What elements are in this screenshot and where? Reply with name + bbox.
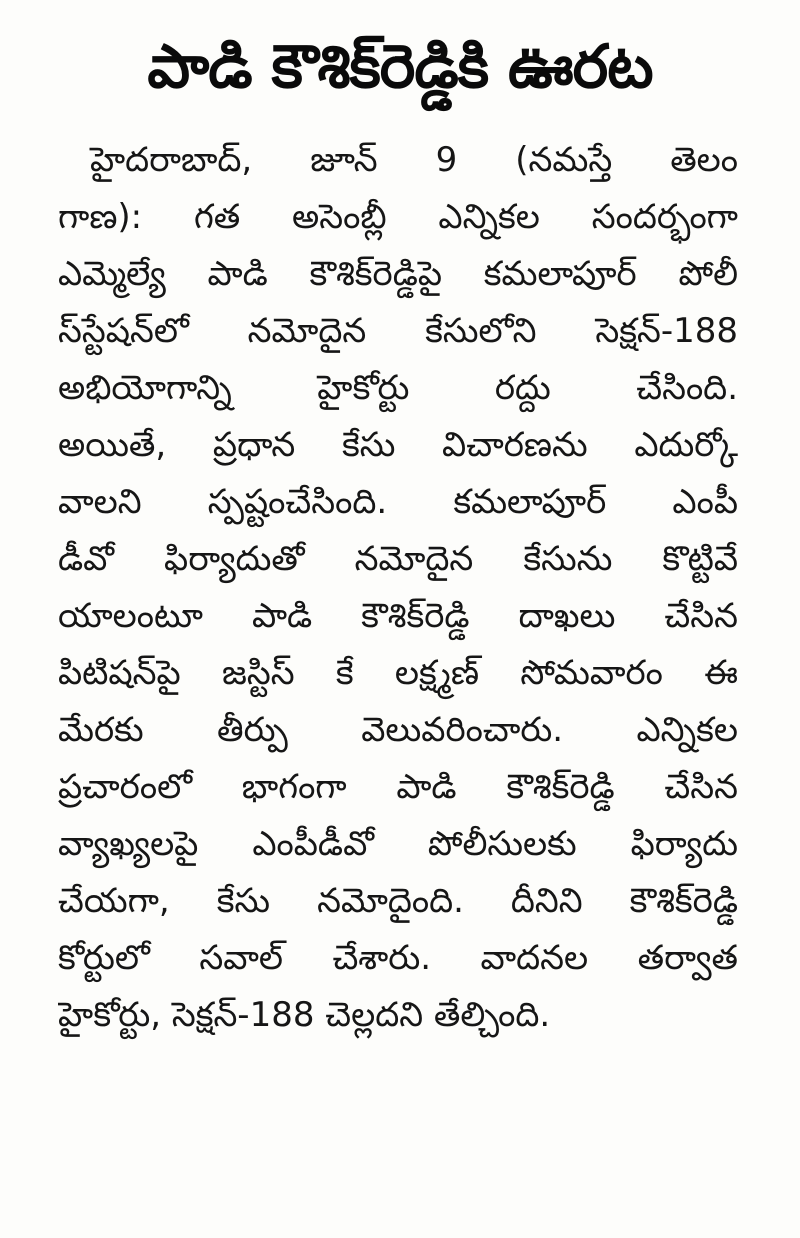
article-line: ప్రచారంలో భాగంగా పాడి కౌశిక్‌రెడ్డి చేసిన [58,767,738,807]
article-line: డీవో ఫిర్యాదుతో నమోదైన కేసును కొట్టివే [58,539,738,579]
article-line: గాణ): గత అసెంబ్లీ ఎన్నికల సందర్భంగా [58,197,738,237]
article-line: అయితే, ప్రధాన కేసు విచారణను ఎదుర్కో [58,425,738,465]
article-line: వ్యాఖ్యలపై ఎంపీడీవో పోలీసులకు ఫిర్యాదు [58,824,738,864]
article-body [58,132,738,1044]
article-line: పిటిషన్‌పై జస్టిస్ కే లక్ష్మణ్ సోమవారం ఈ [58,653,738,693]
headline: పాడి కౌశిక్‌రెడ్డికి ఊరట [147,32,653,102]
article-line: ఎమ్మెల్యే పాడి కౌశిక్‌రెడ్డిపై కమలాపూర్ పోలీ [58,254,738,294]
article-line: యాలంటూ పాడి కౌశిక్‌రెడ్డి దాఖలు చేసిన [58,596,738,636]
article-line: మేరకు తీర్పు వెలువరించారు. ఎన్నికల [58,710,738,750]
article-line: హైకోర్టు, సెక్షన్-188 చెల్లదని తేల్చింది. [58,995,551,1035]
article-line: వాలని స్పష్టంచేసింది. కమలాపూర్ ఎంపీ [58,482,738,522]
article-line: స్‌స్టేషన్‌లో నమోదైన కేసులోని సెక్షన్-188 [58,311,738,351]
article-line: కోర్టులో సవాల్ చేశారు. వాదనల తర్వాత [58,938,738,978]
article-line: అభియోగాన్ని హైకోర్టు రద్దు చేసింది. [58,368,738,408]
article-line: హైదరాబాద్, జూన్ 9 (నమస్తే తెలం [90,140,738,180]
article-line: చేయగా, కేసు నమోదైంది. దీనిని కౌశిక్‌రెడ్డి [58,881,738,921]
